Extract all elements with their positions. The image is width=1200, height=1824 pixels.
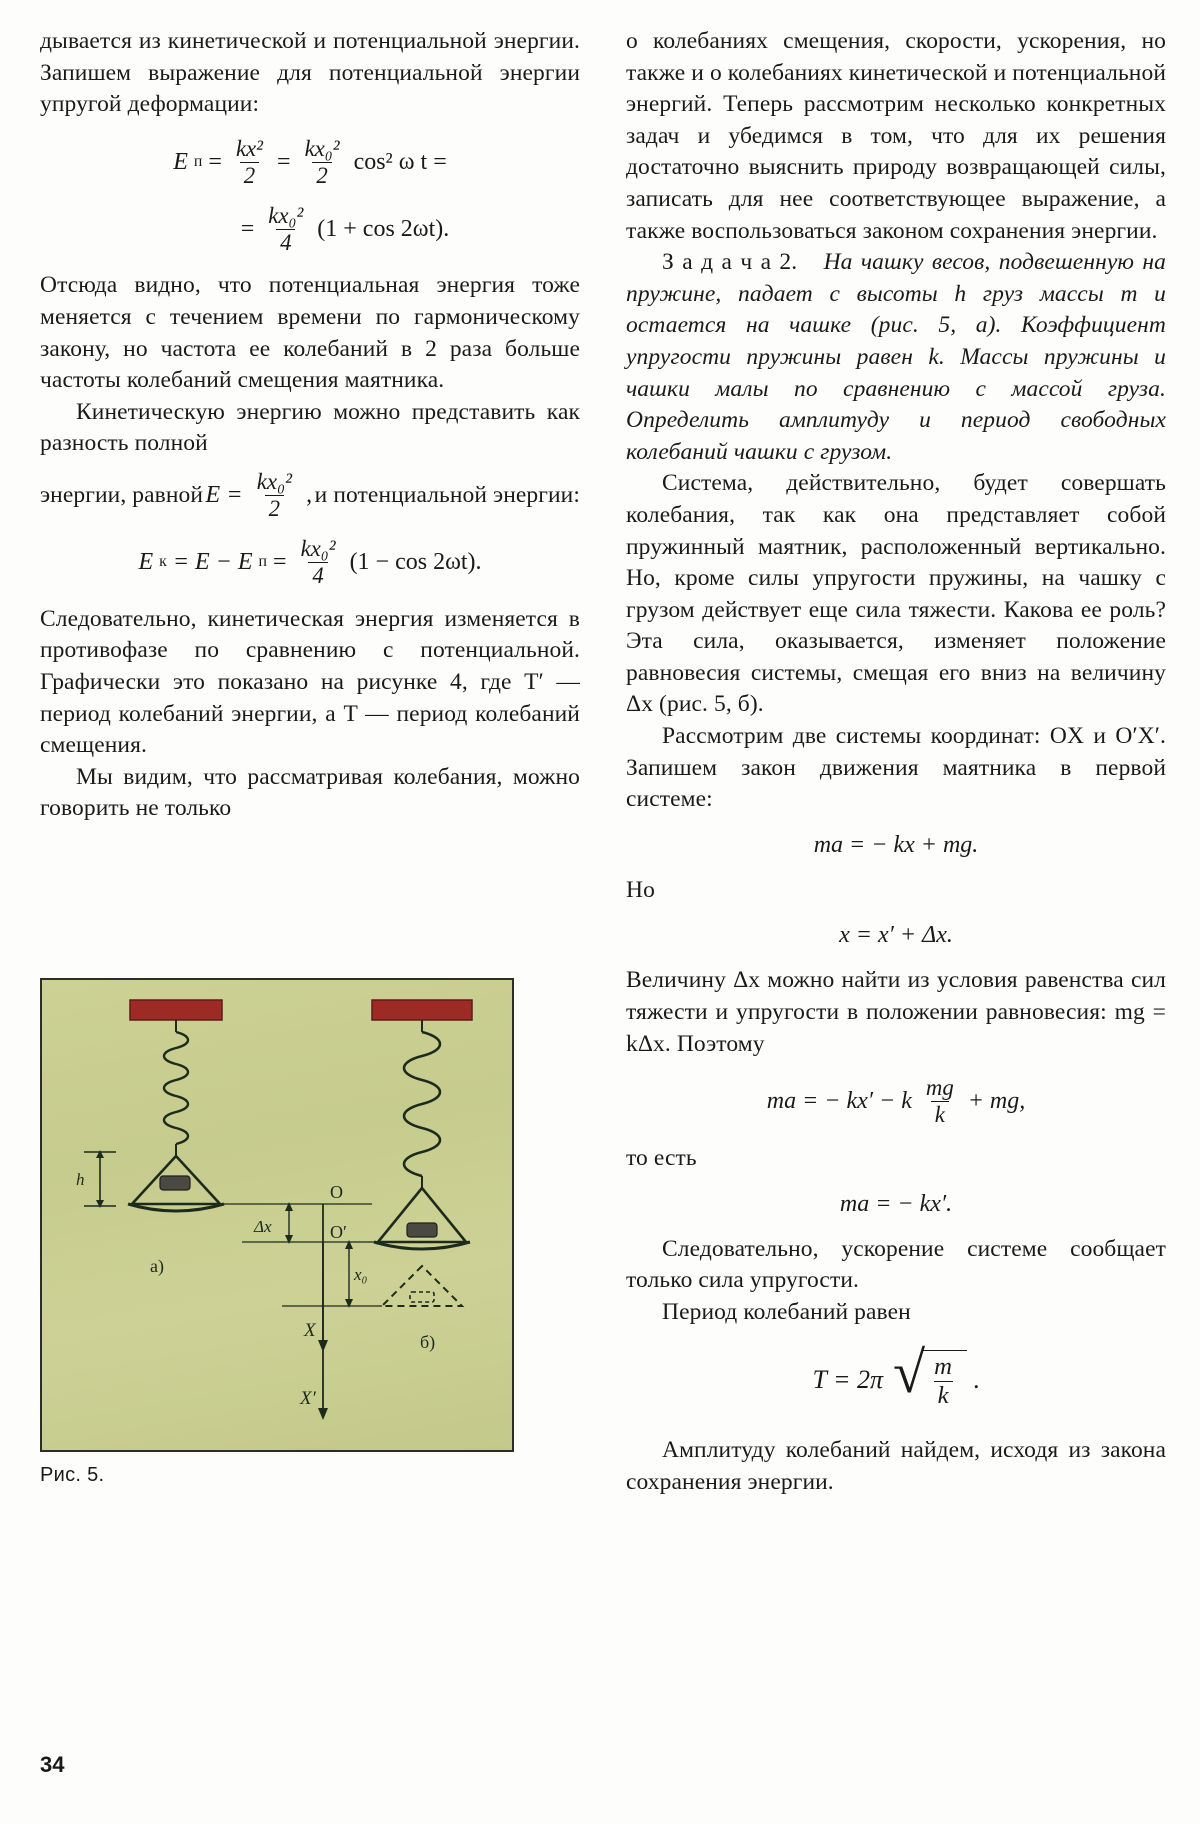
formula-eq-1: = xyxy=(208,148,222,175)
label-b: б) xyxy=(420,1332,436,1352)
formula-ma-expanded: ma = − kx′ − k $\frac{mg}{k}$ + mg, xyxy=(766,1075,1026,1128)
weight-right xyxy=(407,1223,437,1237)
task-text: На чашку весов, подвешенную на пружине, падает с высоты h груз массы m и остается на чашке (рис. 5, а). Коэффициент упругости пружины равен k. Массы пружины и чашки малы по сравнению с массой груза. Определить амплитуду и период свободных колебаний чашки с грузом. xyxy=(626,249,1166,465)
paragraph-right-1: о колебаниях смещения, скорости, ускорения, но также и о колебаниях кинетической и потенциальной энергий. Теперь рассмотрим несколько конкретных задач и убедимся в том, что для их решения достаточно выяснить природу возвращающей силы, записать для нее соответствующее выражение, а также воспользоваться законом сохранения энергии. xyxy=(626,28,1166,244)
paragraph-right-5: Следовательно, ускорение системе сообщает только сила упругости. xyxy=(626,1235,1166,1294)
spring-left xyxy=(164,1032,188,1144)
two-column-body xyxy=(40,26,1168,1726)
formula-period-T: T = 2π √ $\frac{m}{k}$ . xyxy=(812,1340,980,1410)
page-number: 34 xyxy=(40,1752,65,1777)
paragraph-left-3: Кинетическую энергию можно представить как разность полной xyxy=(40,398,580,457)
fraction-m-over-k: $\frac{m}{k}$ xyxy=(934,1353,952,1410)
formula-potential-energy-2 xyxy=(40,204,580,255)
weight-left xyxy=(160,1176,190,1190)
delta-x-arrow-down xyxy=(285,1235,293,1244)
figure-5-image xyxy=(40,978,514,1452)
task-2 xyxy=(626,247,1166,468)
paragraph-left-2: Отсюда видно, что потенциальная энергия тоже меняется с течением времени по гармоническому закону, но частота ее колебаний в 2 раза больше частоты колебаний смещения маятника. xyxy=(40,272,580,394)
h-arrow-head-down xyxy=(96,1200,104,1208)
paragraph-right-4: Величину Δx можно найти из условия равенства сил тяжести и упругости в положении равновесия: mg = kΔx. Поэтому xyxy=(626,967,1166,1057)
label-X: X xyxy=(304,1320,316,1341)
figure-5 xyxy=(40,978,512,1487)
label-x0: x₀ xyxy=(354,1265,368,1284)
sqrt-m-over-k: √ $\frac{m}{k}$ xyxy=(893,1350,967,1409)
fraction-kx02-over-4: $\frac{\text{kx₀²}}{4}$ xyxy=(268,202,304,255)
task-label: З а д а ч а 2. xyxy=(662,249,798,276)
formula-ma-eq-kx-mg: ma = − kx + mg. xyxy=(813,831,979,858)
pan-right-dashed xyxy=(382,1266,462,1306)
formula-lhs: E xyxy=(173,148,188,175)
formula-ma-eq-kxprime: ma = − kx′. xyxy=(839,1190,953,1217)
label-X-prime: X′ xyxy=(300,1388,316,1409)
paragraph-left-4 xyxy=(40,470,580,521)
label-O: O xyxy=(330,1182,343,1202)
formula-kinetic-energy: E к = E − E п = $\frac{\text{kx₀²}}{4}$ (1 − cos 2ωt). xyxy=(138,535,482,588)
formula-tail-cos2: cos² ω t = xyxy=(353,148,447,175)
label-a: а) xyxy=(150,1256,164,1276)
formula-eq-3: = xyxy=(240,215,255,242)
delta-x-arrow-up xyxy=(285,1202,293,1211)
paragraph-right-2: Система, действительно, будет совершать колебания, так как она представляет собой пружинный маятник, расположенный вертикально. Но, кроме силы упругости пружины, на чашку с грузом действует еще сила тяжести. Какова ее роль? Эта сила, оказывается, изменяет положение равновесия системы, смещая его вниз на величину Δx (рис. 5, б). xyxy=(626,470,1166,718)
label-delta-x: Δx xyxy=(254,1217,272,1236)
inline-formula-E-eq: E = $\frac{\text{kx₀²}}{2}$ , xyxy=(205,469,313,521)
figure-caption: Рис. 5. xyxy=(40,1464,105,1486)
formula-lhs-sub: п xyxy=(193,153,203,171)
inline-text-energy-equal: энергии, равной xyxy=(40,481,204,508)
formula-x-eq-xprime-deltax: x = x′ + Δx. xyxy=(839,922,953,949)
h-arrow-head-up xyxy=(96,1150,104,1158)
fraction-kx02-over-4-kinetic: $\frac{\text{kx₀²}}{4}$ xyxy=(300,535,336,588)
paragraph-left-5: Следовательно, кинетическая энергия изменяется в противофазе по сравнению с потенциальной. Графически это показано на рисунке 4, где T′ — период колебаний энергии, а T — период колебаний смещения. xyxy=(40,605,580,759)
axis-X-prime-arrow xyxy=(318,1408,328,1420)
label-h: h xyxy=(76,1170,85,1189)
support-bar-right xyxy=(372,1000,472,1020)
inline-text-and-potential: и потенциальной энергии: xyxy=(314,481,580,508)
x0-arrow-down xyxy=(345,1299,353,1308)
fraction-kx02-over-2-inline: $\frac{\text{kx₀²}}{2}$ xyxy=(256,469,293,521)
figure-5-svg xyxy=(42,980,512,1450)
left-column xyxy=(40,26,580,1726)
label-O-prime: O′ xyxy=(330,1222,347,1242)
paragraph-right-3: Рассмотрим две системы координат: OX и O′X′. Запишем закон движения маятника в первой системе: xyxy=(626,723,1166,813)
fraction-mg-over-k: $\frac{mg}{k}$ xyxy=(925,1075,954,1128)
spring-right xyxy=(404,1032,440,1176)
weight-right-dashed xyxy=(410,1292,434,1302)
right-column xyxy=(626,26,1166,1726)
formula-tail-1pluscos: (1 + cos 2ωt). xyxy=(317,215,450,242)
paragraph-right-7: Амплитуду колебаний найдем, исходя из закона сохранения энергии. xyxy=(626,1437,1166,1495)
to-est-label: то есть xyxy=(626,1145,697,1172)
formula-potential-energy-1 xyxy=(40,137,580,188)
fraction-kx2-over-2: $\frac{\text{kx²}}{2}$ xyxy=(235,135,264,188)
no-label: Но xyxy=(626,876,655,903)
formula-eq-2: = xyxy=(277,148,291,175)
support-bar-left xyxy=(130,1000,222,1020)
paragraph-left-1: дывается из кинетической и потенциальной энергии. Запишем выражение для потенциальной энергии упругой деформации: xyxy=(40,28,580,118)
paragraph-right-6: Период колебаний равен xyxy=(662,1298,911,1325)
paragraph-left-6: Мы видим, что рассматривая колебания, можно говорить не только xyxy=(40,763,580,822)
fraction-kx02-over-2: $\frac{\text{kx₀²}}{2}$ xyxy=(304,135,340,188)
